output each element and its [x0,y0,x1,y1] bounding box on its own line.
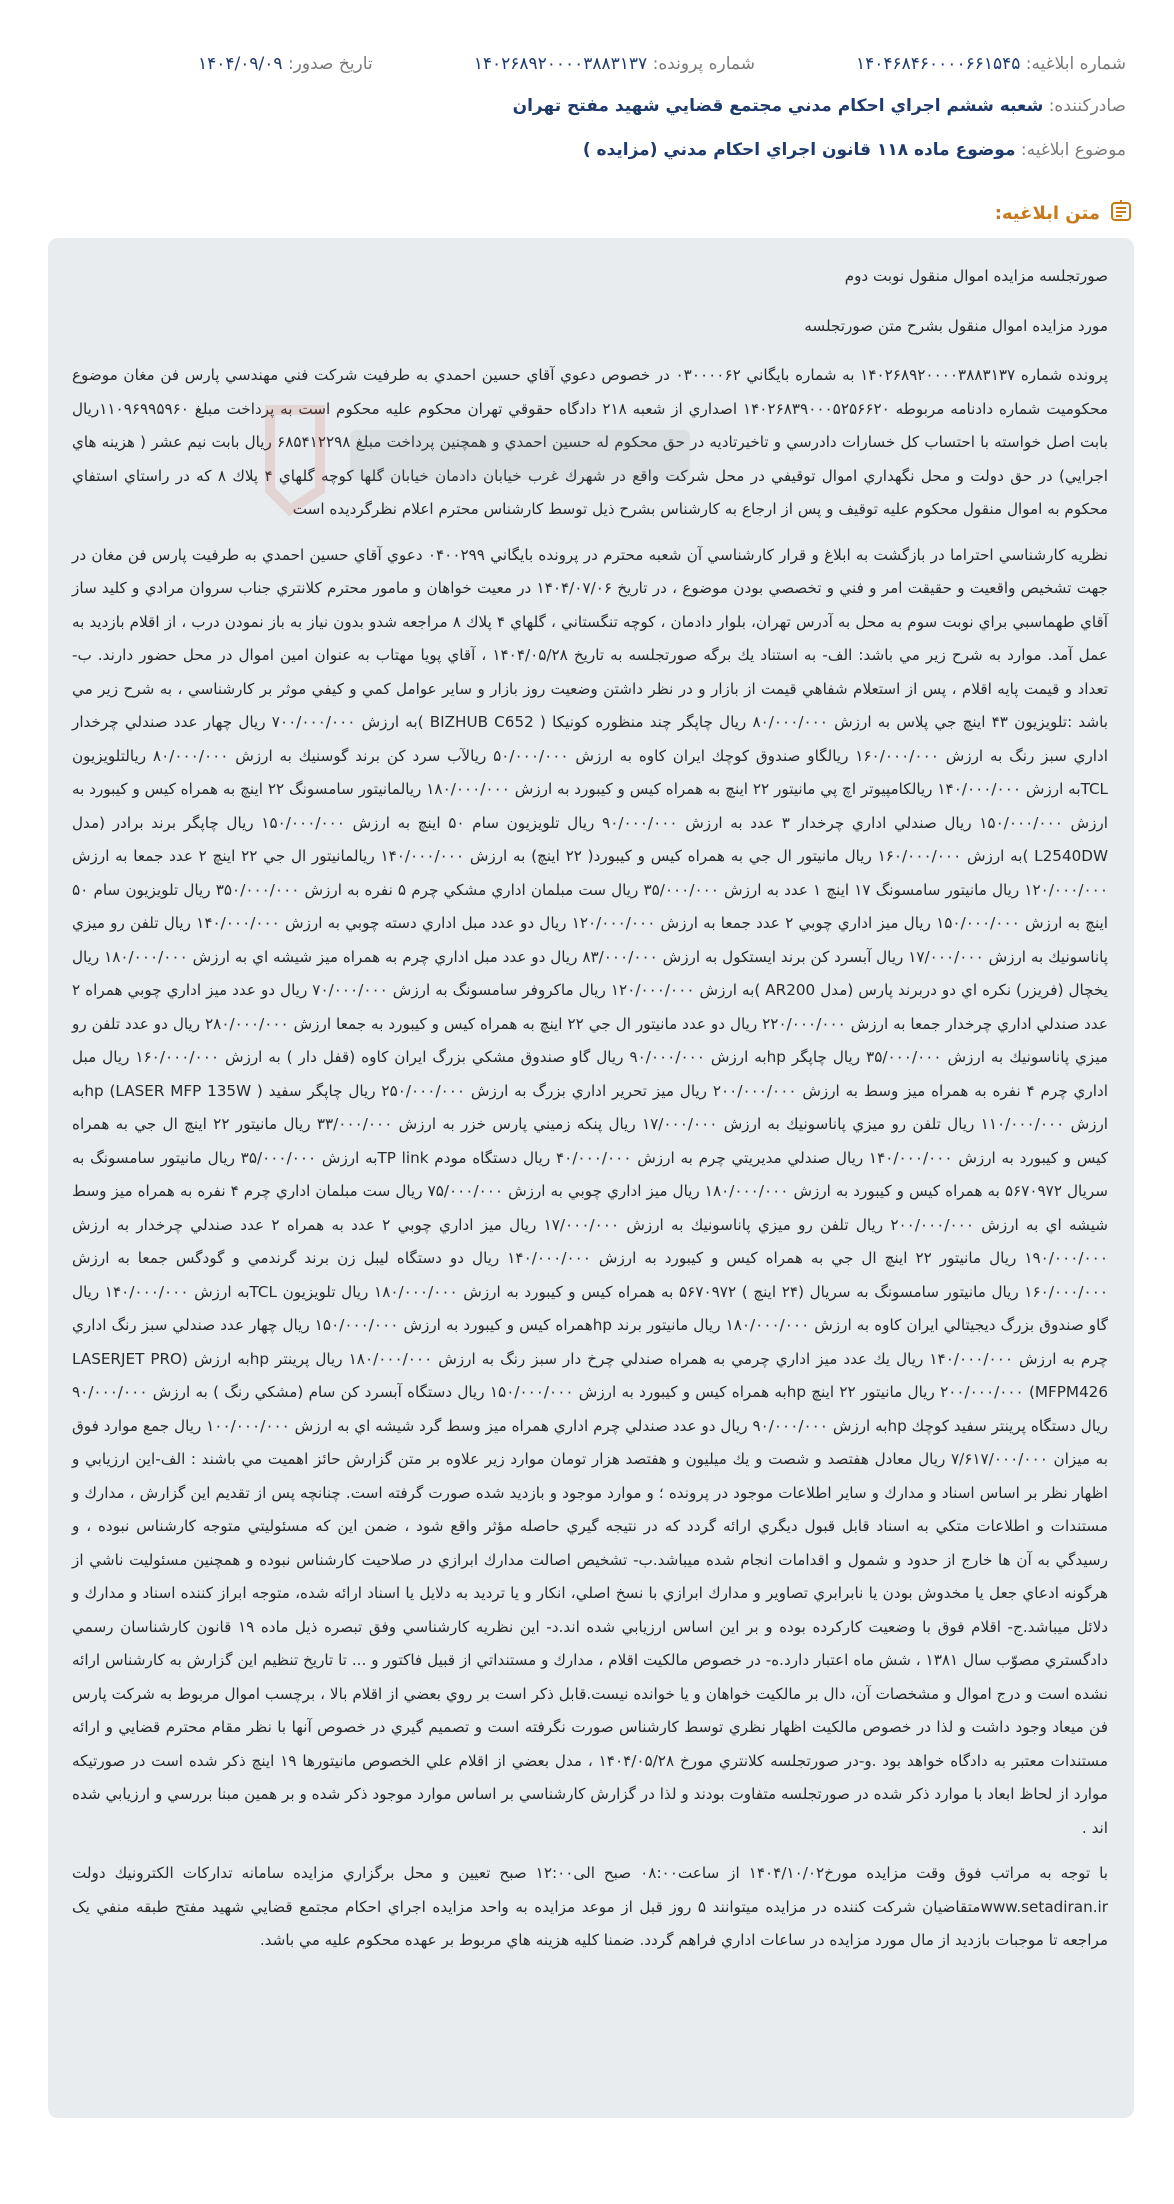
section-title: متن ابلاغيه: [994,203,1100,224]
content-heading-2: مورد مزايده اموال منقول بشرح متن صورتجلسه [804,316,1108,335]
paragraph-expert-opinion: نظريه كارشناسي احتراما در بازگشت به ابلاغ و قرار كارشناسي آن شعبه محترم در پرونده بايگاني ۰۴۰۰۲۹۹ دعوي آقاي حسين احمدي به طرفيت پارس فن مغان در جهت تشخيص واقعيت و حقيقت امر و فني و تخصصي بودن موضوع ، در تاريخ ۱۴۰۴/۰۷/۰۶ در معيت خواهان و مامور محترم كلانتري جناب سروان مرادي و كليد ساز آقاي طهماسبي براي نوبت سوم به محل به آدرس تهران، بلوار دادمان ، كوچه تنگستاني ، گلهاي ۴ پلاك ۸ مراجعه شدو بدون نياز به باز نمودن درب ، از اقلام بازديد به عمل آمد. موارد به شرح زير مي باشد: الف- به استناد يك برگه صورتجلسه به تاريخ ۱۴۰۴/۰۵/۲۸ ، آقاي پويا مهتاب به عنوان امين اموال در محل حضور دارند. ب- تعداد و قيمت پايه اقلام ، پس از استعلام شفاهي قيمت از بازار و در نظر داشتن وضعيت روز بازار و ساير عوامل كمي و كيفي موثر بر كارشناسي ، به شرح زير مي باشد :تلويزيون ۴۳ اينچ جي پلاس به ارزش ۸۰/۰۰۰/۰۰۰ ريال چاپگر چند منظوره كونيكا ( BIZHUB C652 )به ارزش ۷۰۰/۰۰۰/۰۰۰ ريال چهار عدد صندلي چرخدار اداري سبز رنگ به ارزش ۱۶۰/۰۰۰/۰۰۰ ريالگاو صندوق كوچك ايران كاوه به ارزش ۵۰/۰۰۰/۰۰۰ ريالآب سرد كن برند گوسنيك به ارزش ۸۰/۰۰۰/۰۰۰ ريالتلويزيون TCLبه ارزش ۱۴۰/۰۰۰/۰۰۰ ريالكامپيوتر اچ پي مانيتور ۲۲ اينچ به همراه كيس و كيبورد به ارزش ۱۸۰/۰۰۰/۰۰۰ ريالمانيتور سامسونگ ۲۲ اينچ به همراه كيس و كيبورد به ارزش ۱۵۰/۰۰۰/۰۰۰ ريال صندلي اداري چرخدار ۳ عدد به ارزش ۹۰/۰۰۰/۰۰۰ ريال تلويزيون سام ۵۰ اينچ به ارزش ۱۵۰/۰۰۰/۰۰۰ ريال چاپگر برند برادر (مدل L2540DW )به ارزش ۱۶۰/۰۰۰/۰۰۰ ريال مانيتور ال جي به همراه كيس و كيبورد( ۲۲ اينچ) به ارزش ۱۴۰/۰۰۰/۰۰۰ ريالمانيتور ال جي ۲۲ اينچ ۲ عدد جمعا به ارزش ۱۲۰/۰۰۰/۰۰۰ ريال مانيتور سامسونگ ۱۷ اينچ ۱ عدد به ارزش ۳۵/۰۰۰/۰۰۰ ريال ست مبلمان اداري مشكي چرم ۵ نفره به ارزش ۳۵۰/۰۰۰/۰۰۰ ريال تلويزيون سام ۵۰ اينچ به ارزش ۱۵۰/۰۰۰/۰۰۰ ريال ميز اداري چوبي ۲ عدد جمعا به ارزش ۱۲۰/۰۰۰/۰۰۰ ريال دو عدد مبل اداري دسته چوبي به ارزش ۱۴۰/۰۰۰/۰۰۰ ريال تلفن رو ميزي پاناسونيك به ارزش ۱۷/۰۰۰/۰۰۰ ريال آبسرد كن برند ايستكول به ارزش ۸۳/۰۰۰/۰۰۰ ريال دو عدد مبل اداري چرم به همراه ميز شيشه اي به ارزش ۱۸۰/۰۰۰/۰۰۰ ريال يخچال (فريزر) نكره اي دو دربرند پارس (مدل AR200 )به ارزش ۱۲۰/۰۰۰/۰۰۰ ريال ماكروفر سامسونگ به ارزش ۷۰/۰۰۰/۰۰۰ ريال دو عدد ميز اداري چوبي همراه ۲ عدد صندلي اداري چرخدار جمعا به ارزش ۲۲۰/۰۰۰/۰۰۰ ريال دو عدد مانيتور ال جي ۲۲ اينچ به همراه كيس و كيبورد به جمعا ارزش ۲۸۰/۰۰۰/۰۰۰ ريال دو عدد تلفن رو ميزي پاناسونيك به ارزش ۳۵/۰۰۰/۰۰۰ ريال چاپگر hpبه ارزش ۹۰/۰۰۰/۰۰۰ ريال گاو صندوق مشكي بزرگ ايران كاوه (قفل دار ) به ارزش ۱۶۰/۰۰۰/۰۰۰ ريال مبل اداري چرم ۴ نفره به همراه ميز وسط به ارزش ۲۰۰/۰۰۰/۰۰۰ ريال ميز تحرير اداري بزرگ به ارزش ۲۵۰/۰۰۰/۰۰۰ ريال چاپگر سفيد ( LASER MFP 135W) hpبه ارزش ۱۱۰/۰۰۰/۰۰۰ ريال تلفن رو ميزي پاناسونيك به ارزش ۱۷/۰۰۰/۰۰۰ ريال پنكه زميني پارس خزر به ارزش ۳۳/۰۰۰/۰۰۰ ريال مانيتور ۲۲ اينچ ال جي به همراه كيس و كيبورد به ارزش ۱۴۰/۰۰۰/۰۰۰ ريال صندلي مديريتي چرم به ارزش ۴۰/۰۰۰/۰۰۰ ريال دستگاه مودم TP linkبه ارزش ۳۵/۰۰۰/۰۰۰ ريال مانيتور سامسونگ به سريال ۵۶۷۰۹۷۲ به همراه كيس و كيبورد به ارزش ۱۸۰/۰۰۰/۰۰۰ ريال ميز اداري چوبي به ارزش ۷۵/۰۰۰/۰۰۰ ريال ست مبلمان اداري چرم ۴ نفره به همراه ميز وسط شيشه اي به ارزش ۲۰۰/۰۰۰/۰۰۰ ريال تلفن رو ميزي پاناسونيك به ارزش ۱۷/۰۰۰/۰۰۰ ريال ميز اداري چوبي ۲ عدد به همراه ۲ عدد صندلي چرخدار به ارزش ۱۹۰/۰۰۰/۰۰۰ ريال مانيتور ۲۲ اينچ ال جي به همراه كيس و كيبورد به ارزش ۱۴۰/۰۰۰/۰۰۰ ريال دو دستگاه ليبل زن برند گرندمي و گودگس جمعا به ارزش ۱۶۰/۰۰۰/۰۰۰ ريال مانيتور سامسونگ به سريال (۲۴ اينچ ) ۵۶۷۰۹۷۲ به همراه كيس و كيبورد به ارزش ۱۸۰/۰۰۰/۰۰۰ ريال تلويزيون TCLبه ارزش ۱۴۰/۰۰۰/۰۰۰ ريال گاو صندوق بزرگ ديجيتالي ايران كاوه به ارزش ۱۸۰/۰۰۰/۰۰۰ ريال مانيتور برند hpهمراه كيس و كيبورد به ارزش ۱۵۰/۰۰۰/۰۰۰ ريال چهار عدد صندلي سبز رنگ اداري چرم به ارزش ۱۴۰/۰۰۰/۰۰۰ ريال يك عدد ميز اداري چرمي به همراه صندلي چرخ دار سبز رنگ به ارزش ۱۸۰/۰۰۰/۰۰۰ ريال پرينتر hpبه ارزش (LASERJET PRO MFPM426) ۲۰۰/۰۰۰/۰۰۰ ريال مانيتور ۲۲ اينچ hpبه همراه كيس و كيبورد به ارزش ۱۵۰/۰۰۰/۰۰۰ ريال دستگاه آبسرد كن سام (مشكي رنگ ) به ارزش ۹۰/۰۰۰/۰۰۰ ريال دستگاه پرينتر سفيد كوچك hpبه ارزش ۹۰/۰۰۰/۰۰۰ ريال دو عدد صندلي چرم اداري همراه ميز وسط گرد شيشه اي به ارزش ۱۰۰/۰۰۰/۰۰۰ ريال جمع موارد فوق به ميزان ۷/۶۱۷/۰۰۰/۰۰۰ ريال معادل هفتصد و شصت و يك ميليون و هفتصد هزار تومان موارد زير علاوه بر متن گزارش حائز اهميت مي باشند : الف-اين ارزيابي و اظهار نظر بر اساس اسناد و مدارك و ساير اطلاعات موجود در پرونده ؛ و موارد موجود و بازديد شده صورت گرفته است. چنانچه پس از تقديم اين گزارش ، مدارك و مستندات و اطلاعات متكي به اسناد قابل قبول ديگري ارائه گردد كه در نتيجه گيري حاصله مؤثر واقع شود ، ضمن اين كه مسئوليتي متوجه كارشناس نبوده ، و رسيدگي به آن ها خارج از حدود و شمول و اقدامات انجام شده ميباشد.ب- تشخيص اصالت مدارك ابرازي در صلاحيت كارشناس نبوده و همچنين مسئوليت ناشي از هرگونه ادعاي جعل يا مخدوش بودن يا نابرابري تصاوير و مدارك ابرازي با نسخ اصلي، انكار و يا ترديد به دلايل يا اسناد ارائه شده، متوجه ابراز كننده اسناد و مدارك و دلائل ميباشد.ج- اقلام فوق با وضعيت كاركرده بوده و بر اين اساس ارزيابي شده اند.د- اين نظريه كارشناسي وفق تبصره ذيل ماده ۱۹ قانون كارشناسان رسمي دادگستري مصوّب سال ۱۳۸۱ ، شش ماه اعتبار دارد.ه- در خصوص مالكيت اقلام ، مدارك و مستنداتي از قبيل فاكتور و ... تا تاريخ تنظيم اين گزارش به كارشناس ارائه نشده است و درج اموال و مشخصات آن، دال بر مالكيت خواهان و يا خوانده نيست.قابل ذكر است بر روي بعضي از اقلام بالا ، برچسب اموال مربوط به شركت پارس فن ميعاد وجود داشت و لذا در خصوص مالكيت اظهار نظري توسط كارشناس صورت نگرفته است و تصميم گيري در خصوص آنها با نظر مقام محترم قضايي و ارائه مستندات معتبر به دادگاه خواهد بود .و-در صورتجلسه كلانتري مورخ ۱۴۰۴/۰۵/۲۸ ، مدل بعضي از اقلام علي الخصوص مانيتورها ۱۹ اينچ ذكر شده است در صورتيكه موارد از لحاظ ابعاد با موارد ذكر شده در صورتجلسه متفاوت بودند و لذا در گزارش كارشناسي بر اساس موارد موجود ذكر شده و بر همين مبنا بررسي و ارزيابي شده اند . [72,545,1109,1837]
case-number-label: شماره پرونده: [652,54,755,74]
meta-row [48,54,1126,74]
subject-line [48,140,1126,160]
case-number-value: ۱۴۰۲۶۸۹۲۰۰۰۰۳۸۸۳۱۳۷ [473,54,648,74]
notice-content [48,238,1134,2118]
notice-number-label: شماره ابلاغيه: [1025,54,1126,74]
content-heading-1: صورتجلسه مزايده اموال منقول نوبت دوم [844,267,1108,285]
issuer-label: صادركننده: [1048,96,1126,116]
notice-number [856,54,1126,74]
document-icon [1108,198,1134,229]
issue-date-label: تاريخ صدور: [287,54,373,74]
issuer-value: شعبه ششم اجراي احكام مدني مجتمع قضايي شهيد مفتح تهران [512,96,1044,116]
issue-date-value: ۱۴۰۴/۰۹/۰۹ [198,54,283,74]
issue-date [198,54,373,74]
paragraph-auction-time: با توجه به مراتب فوق وقت مزايده مورخ۱۴۰۴/۱۰/۰۲ از ساعت۰۸:۰۰ صبح الی۱۲:۰۰ صبح تعيين و محل برگزاري مزايده سامانه تداركات الكترونيك دولت www.setadiran.irمتقاضيان شركت كننده در مزايده ميتوانند ۵ روز قبل از موعد مزايده به واحد مزايده اجراي احكام مجتمع قضايي شهيد مفتح طبقه منفي يک مراجعه تا موجبات بازديد از مال مورد مزايده در ساعات اداري فراهم گردد. ضمنا كليه هزينه هاي مربوط بر عهده محكوم عليه مي باشد. [72,1864,1109,1949]
case-number [474,54,755,74]
subject-value: موضوع ماده ۱۱۸ قانون اجراي احكام مدني (مزايده ) [582,140,1016,160]
section-heading [995,198,1134,229]
notice-number-value: ۱۴۰۴۶۸۴۶۰۰۰۰۶۶۱۵۴۵ [856,54,1021,74]
issuer-line [48,96,1126,116]
paragraph-case: پرونده شماره ۱۴۰۲۶۸۹۲۰۰۰۰۳۸۸۳۱۳۷ به شماره بايگاني ۰۳۰۰۰۰۶۲ در خصوص دعوي آقاي حسين احمدي به طرفيت شركت فني مهندسي پارس فن مغان موضوع محكوميت شماره دادنامه مربوطه ۱۴۰۲۶۸۳۹۰۰۰۵۲۵۶۶۲۰ اصداري از شعبه ۲۱۸ دادگاه حقوقي تهران محكوم عليه محكوم است به پرداخت مبلغ ۱۱۰۹۶۹۹۵۹۶۰ريال بابت اصل خواسته با احتساب كل خسارات دادرسي و تاخيرتاديه در حق محكوم له حسين احمدي و همچنين پرداخت مبلغ ۶۸۵۴۱۲۲۹۸ ريال بابت نيم عشر ( هزينه هاي اجرايي) در حق دولت و محل نگهداري اموال توقيفي در محل شركت واقع در شهرك غرب خيابان دادمان خيابان گلها كوچه گلهاي ۴ پلاك ۸ كه در راستاي استفاي محكوم به اموال منقول محكوم عليه توقيف و پس از ارجاع به كارشناس بشرح ذيل توسط كارشناس محترم اعلام نظرگرديده است [72,366,1109,518]
subject-label: موضوع ابلاغيه: [1020,140,1126,160]
